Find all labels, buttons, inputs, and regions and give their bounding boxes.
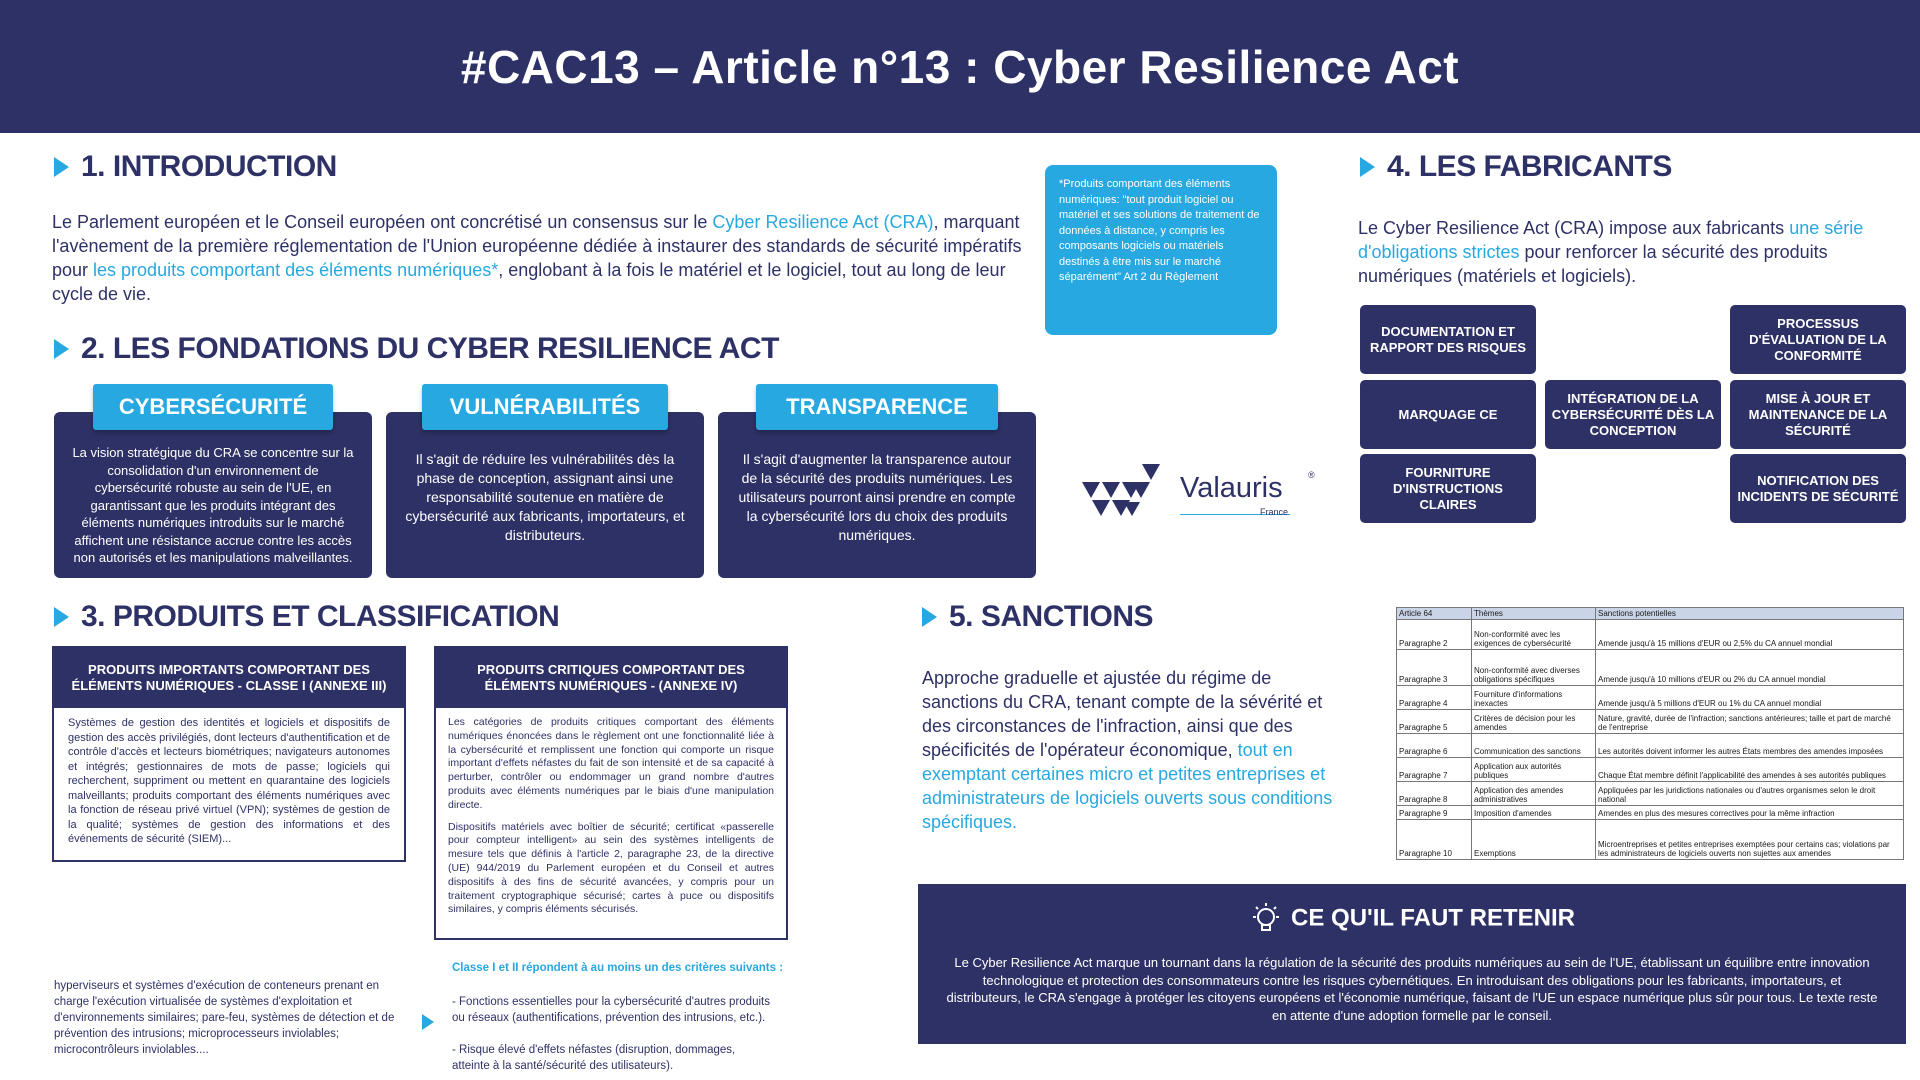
table-cell: Communication des sanctions bbox=[1472, 734, 1596, 758]
triangle-bullet-icon bbox=[422, 1014, 434, 1030]
box-evaluation: PROCESSUS D'ÉVALUATION DE LA CONFORMITÉ bbox=[1730, 305, 1906, 374]
valauris-logo-icon bbox=[1082, 464, 1178, 528]
table-cell: Critères de décision pour les amendes bbox=[1472, 710, 1596, 734]
table-header-row bbox=[1397, 608, 1904, 620]
triangle-bullet-icon bbox=[54, 607, 69, 627]
table-cell: Paragraphe 3 bbox=[1397, 650, 1472, 686]
box-maintenance: MISE À JOUR ET MAINTENANCE DE LA SÉCURITÉ bbox=[1730, 380, 1906, 449]
sanctions-text-1: Approche graduelle et ajustée du régime de sanctions du CRA, tenant compte de la sévérité et des circonstances de l'infraction, ainsi que des spécificités de l'opérateur économique, bbox=[922, 668, 1323, 760]
table-cell: Paragraphe 10 bbox=[1397, 820, 1472, 860]
table-row bbox=[1397, 686, 1904, 710]
fabricants-text-1: Le Cyber Resilience Act (CRA) impose aux fabricants bbox=[1358, 218, 1790, 238]
intro-text-1: Le Parlement européen et le Conseil européen ont concrétisé un consensus sur le bbox=[52, 212, 713, 232]
box-critiques bbox=[434, 646, 788, 940]
triangle-bullet-icon bbox=[54, 339, 69, 359]
retenir-title bbox=[918, 902, 1906, 936]
card-vulnerabilites bbox=[386, 412, 704, 578]
valauris-logo bbox=[1080, 456, 1320, 536]
table-cell: Imposition d'amendes bbox=[1472, 806, 1596, 820]
table-cell: Paragraphe 8 bbox=[1397, 782, 1472, 806]
box-documentation: DOCUMENTATION ET RAPPORT DES RISQUES bbox=[1360, 305, 1536, 374]
logo-registered-mark: ® bbox=[1308, 470, 1315, 480]
card-cybersecurite bbox=[54, 412, 372, 578]
table-cell: Paragraphe 5 bbox=[1397, 710, 1472, 734]
intro-paragraph bbox=[52, 210, 1027, 306]
table-cell: Amende jusqu'à 5 millions d'EUR ou 1% du CA annuel mondial bbox=[1596, 686, 1904, 710]
box-integration: INTÉGRATION DE LA CYBERSÉCURITÉ DÈS LA CONCEPTION bbox=[1545, 380, 1721, 449]
lightbulb-icon bbox=[1249, 902, 1283, 936]
table-header-article: Article 64 bbox=[1397, 608, 1472, 620]
triangle-bullet-icon bbox=[922, 607, 937, 627]
products-highlight: les produits comportant des éléments numériques* bbox=[93, 260, 499, 280]
tag-vulnerabilites: VULNÉRABILITÉS bbox=[422, 384, 668, 430]
table-cell: Nature, gravité, durée de l'infraction; sanctions antérieures; taille et part de marché de l'entreprise bbox=[1596, 710, 1904, 734]
logo-brand: Valauris bbox=[1180, 472, 1283, 504]
exemption-highlight: tout en exemptant certaines micro et petites entreprises et administrateurs de logiciels ouverts sous conditions spécifiques. bbox=[922, 740, 1333, 832]
triangle-bullet-icon bbox=[1360, 157, 1375, 177]
sanctions-title-text: 5. SANCTIONS bbox=[949, 600, 1154, 633]
criteria-item-1: - Fonctions essentielles pour la cybersécurité d'autres produits ou réseaux (authentifications, prévention des intrusions, etc.). bbox=[452, 996, 770, 1024]
tag-transparence: TRANSPARENCE bbox=[756, 384, 998, 430]
box-notification: NOTIFICATION DES INCIDENTS DE SÉCURITÉ bbox=[1730, 454, 1906, 523]
criteria-item-2: - Risque élevé d'effets néfastes (disruption, dommages, atteinte à la santé/sécurité des utilisateurs). bbox=[452, 1044, 736, 1072]
fabricants-paragraph bbox=[1358, 216, 1898, 288]
classe-extra-text: hyperviseurs et systèmes d'exécution de conteneurs prenant en charge l'exécution virtualisée de systèmes d'exploitation et d'environnements similaires; pare-feu, systèmes de détection et de prévention des intrusions; microprocesseurs inviolables; microcontrôleurs inviolables.... bbox=[54, 980, 395, 1056]
retenir-title-text: CE QU'IL FAUT RETENIR bbox=[1291, 904, 1575, 932]
logo-country: France bbox=[1260, 507, 1289, 517]
box-classe-i bbox=[52, 646, 406, 862]
table-row bbox=[1397, 734, 1904, 758]
definition-note bbox=[1045, 165, 1277, 335]
table-row bbox=[1397, 710, 1904, 734]
retenir-text: Le Cyber Resilience Act marque un tournant dans la régulation de la sécurité des produits numériques au sein de l'UE, établissant un équilibre entre innovation technologique et protection des consommateurs contre les risques cybernétiques. En introduisant des obligations pour les fabricants, importateurs, et distributeurs, le CRA s'engage à protéger les citoyens européens et l'économie numérique, faisant de l'UE un espace numérique plus sûr pour tous. Le texte reste en attente d'une adoption formelle par le conseil. bbox=[946, 955, 1878, 1023]
retenir-panel bbox=[918, 884, 1906, 1044]
produits-title-text: 3. PRODUITS ET CLASSIFICATION bbox=[81, 600, 560, 633]
cra-highlight: Cyber Resilience Act (CRA) bbox=[712, 212, 934, 232]
table-cell: Paragraphe 2 bbox=[1397, 620, 1472, 650]
box-classe-i-head: PRODUITS IMPORTANTS COMPORTANT DES ÉLÉMENTS NUMÉRIQUES - CLASSE I (ANNEXE III) bbox=[54, 648, 404, 708]
table-cell: Non-conformité avec diverses obligations spécifiques bbox=[1472, 650, 1596, 686]
intro-section-title bbox=[54, 150, 337, 184]
table-row bbox=[1397, 650, 1904, 686]
table-cell: Application aux autorités publiques bbox=[1472, 758, 1596, 782]
table-row bbox=[1397, 620, 1904, 650]
card-cybersecurite-text: La vision stratégique du CRA se concentre sur la consolidation d'un environnement de cybersécurité robuste au sein de l'UE, en garantissant que les produits intégrant des éléments numériques introduits sur le marché affichent une résistance accrue contre les accès non autorisés et les manipulations malveillantes. bbox=[72, 445, 354, 565]
fabricants-text-2: pour renforcer la sécurité des produits numériques (matériels et logiciels). bbox=[1358, 242, 1828, 286]
sanctions-table bbox=[1396, 607, 1904, 860]
card-transparence bbox=[718, 412, 1036, 578]
table-header-sanctions: Sanctions potentielles bbox=[1596, 608, 1904, 620]
table-cell: Exemptions bbox=[1472, 820, 1596, 860]
page-title: #CAC13 – Article n°13 : Cyber Resilience Act bbox=[460, 40, 1460, 93]
table-row bbox=[1397, 820, 1904, 860]
intro-text-2: , marquant l'avènement de la première réglementation de l'Union européenne dédiée à instaurer des standards de sécurité impératifs pour bbox=[52, 212, 1022, 280]
obligations-highlight: une série d'obligations strictes bbox=[1358, 218, 1864, 262]
produits-section-title bbox=[54, 600, 559, 634]
table-cell: Paragraphe 7 bbox=[1397, 758, 1472, 782]
box-critiques-body-2: Dispositifs matériels avec boîtier de sécurité; certificat «passerelle pour compteur intelligent» au sein des systèmes intelligents de mesure tels que définis à l'article 2, paragraphe 23, de la directive (UE) 944/2019 du Parlement européen et du Conseil et autres dispositifs à des fins de sécurité avancées, y compris pour un traitement cryptographique sécurisé; cartes à puce ou dispositifs similaires, y compris éléments sécurisés. bbox=[448, 820, 774, 916]
table-cell: Microentreprises et petites entreprises exemptées pour certains cas; violations par les administrateurs de logiciels ouverts non sujettes aux amendes bbox=[1596, 820, 1904, 860]
intro-text-3: , englobant à la fois le matériel et le logiciel, tout au long de leur cycle de vie. bbox=[52, 260, 1006, 304]
table-row bbox=[1397, 806, 1904, 820]
fabricants-title-text: 4. LES FABRICANTS bbox=[1387, 150, 1672, 183]
table-row bbox=[1397, 758, 1904, 782]
table-row bbox=[1397, 782, 1904, 806]
table-cell: Amende jusqu'à 10 millions d'EUR ou 2% du CA annuel mondial bbox=[1596, 650, 1904, 686]
sanctions-paragraph bbox=[922, 666, 1342, 834]
box-marquage-ce: MARQUAGE CE bbox=[1360, 380, 1536, 449]
table-header-themes: Thèmes bbox=[1472, 608, 1596, 620]
fondations-title-text: 2. LES FONDATIONS DU CYBER RESILIENCE ACT bbox=[81, 332, 779, 365]
box-instructions: FOURNITURE D'INSTRUCTIONS CLAIRES bbox=[1360, 454, 1536, 523]
triangle-bullet-icon bbox=[54, 157, 69, 177]
box-classe-i-body: Systèmes de gestion des identités et logiciels et dispositifs de gestion des accès privilégiés, dont lecteurs d'authentification et de contrôle d'accès et lecteurs biométriques; navigateurs autonomes et intégrés; gestionnaires de mots de passe; logiciels qui recherchent, suppriment ou mettent en quarantaine des logiciels malveillants; produits comportant des éléments numériques avec la fonction de réseau privé virtuel (VPN); systèmes de gestion de la qualité; systèmes de gestion des informations et des événements de sécurité (SIEM)... bbox=[68, 717, 390, 845]
intro-title-text: 1. INTRODUCTION bbox=[81, 150, 337, 183]
table-cell: Appliquées par les juridictions nationales ou d'autres organismes selon le droit national bbox=[1596, 782, 1904, 806]
table-cell: Application des amendes administratives bbox=[1472, 782, 1596, 806]
table-cell: Amendes en plus des mesures correctives pour la même infraction bbox=[1596, 806, 1904, 820]
table-cell: Non-conformité avec les exigences de cybersécurité bbox=[1472, 620, 1596, 650]
definition-note-text: *Produits comportant des éléments numériques: "tout produit logiciel ou matériel et ses solutions de traitement de données à distance, y compris les composants logiciels ou matériels destinés à être mis sur le marché séparément" Art 2 du Règlement bbox=[1059, 178, 1260, 283]
page-header bbox=[0, 0, 1920, 133]
card-transparence-text: Il s'agit d'augmenter la transparence autour de la sécurité des produits numériques. Les utilisateurs pourront ainsi prendre en compte la cybersécurité lors du choix des produits numériques. bbox=[738, 451, 1016, 543]
table-cell: Paragraphe 6 bbox=[1397, 734, 1472, 758]
table-cell: Les autorités doivent informer les autres États membres des amendes imposées bbox=[1596, 734, 1904, 758]
table-cell: Paragraphe 9 bbox=[1397, 806, 1472, 820]
card-vulnerabilites-text: Il s'agit de réduire les vulnérabilités dès la phase de conception, assignant ainsi une responsabilité soutenue en matière de cybersécurité aux fabricants, importateurs, et distributeurs. bbox=[405, 451, 685, 543]
fabricants-section-title bbox=[1360, 150, 1672, 184]
box-critiques-body-1: Les catégories de produits critiques comportant des éléments numériques énoncées dans le règlement ont une fonctionnalité liée à la cybersécurité et remplissent une fonction qui comporte un risque important d'effets néfastes du fait de son intensité et de sa capacité à perturber, contrôler ou endommager un grand nombre d'autres produits avec éléments numériques par le biais d'une manipulation directe. bbox=[448, 716, 774, 811]
tag-cybersecurite: CYBERSÉCURITÉ bbox=[93, 384, 333, 430]
table-cell: Chaque État membre définit l'applicabilité des amendes à ses autorités publiques bbox=[1596, 758, 1904, 782]
table-cell: Paragraphe 4 bbox=[1397, 686, 1472, 710]
table-cell: Fourniture d'informations inexactes bbox=[1472, 686, 1596, 710]
sanctions-section-title bbox=[922, 600, 1153, 634]
criteria-title: Classe I et II répondent à au moins un des critères suivants : bbox=[452, 962, 784, 974]
table-cell: Amende jusqu'à 15 millions d'EUR ou 2,5% du CA annuel mondial bbox=[1596, 620, 1904, 650]
box-critiques-head: PRODUITS CRITIQUES COMPORTANT DES ÉLÉMENTS NUMÉRIQUES - (ANNEXE IV) bbox=[436, 648, 786, 708]
fondations-section-title bbox=[54, 332, 779, 366]
